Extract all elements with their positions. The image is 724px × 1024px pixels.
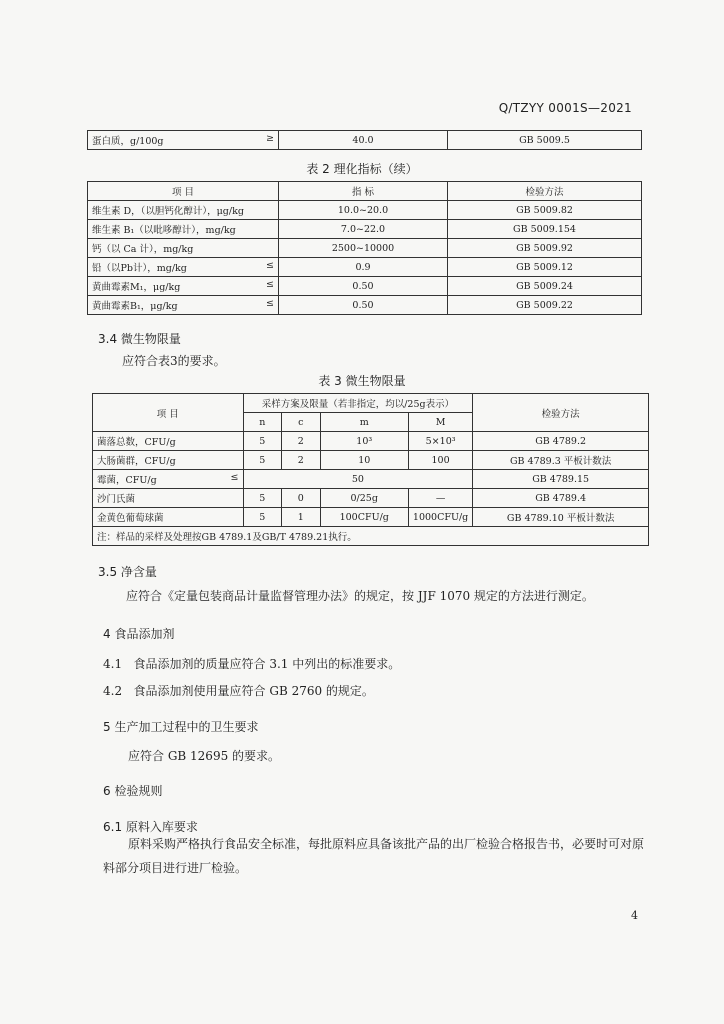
c-cell: 2	[282, 432, 321, 451]
section-5-text: 应符合 GB 12695 的要求。	[128, 749, 281, 763]
n-cell: 5	[243, 489, 282, 508]
item-cell: 蛋白质，g/100g	[92, 136, 164, 147]
n-cell: 5	[243, 451, 282, 470]
value-cell: 0.50	[279, 296, 448, 315]
standard-code: Q/TZYY 0001S—2021	[498, 101, 632, 115]
section-4-2-number: 4.2	[103, 684, 123, 698]
table-row	[88, 201, 642, 220]
item-cell: 维生素 B₁（以吡哆醇计），mg/kg	[92, 225, 236, 236]
table-row	[88, 220, 642, 239]
header-method: 检验方法	[473, 394, 649, 432]
method-cell: GB 5009.82	[448, 201, 642, 220]
header-index: 指 标	[279, 182, 448, 201]
header-M: M	[408, 413, 472, 432]
section-6-1-title: 6.1 原料入库要求	[103, 820, 198, 834]
table-header-row	[93, 394, 649, 413]
table2-caption: 表 2 理化指标（续）	[306, 162, 418, 176]
header-item: 项 目	[88, 182, 279, 201]
m-cell: 100CFU/g	[320, 508, 408, 527]
method-cell: GB 4789.3 平板计数法	[473, 451, 649, 470]
value-cell: 0.50	[279, 277, 448, 296]
item-cell: 沙门氏菌	[93, 489, 244, 508]
section-4-title: 4 食品添加剂	[103, 627, 175, 641]
item-cell: 金黄色葡萄球菌	[93, 508, 244, 527]
m-cell: 10	[320, 451, 408, 470]
header-method: 检验方法	[448, 182, 642, 201]
table-row	[88, 258, 642, 277]
header-c: c	[282, 413, 321, 432]
table-row	[93, 432, 649, 451]
item-cell: 维生素 D，（以胆钙化醇计），μg/kg	[92, 206, 244, 217]
section-4-2-text: 食品添加剂使用量应符合 GB 2760 的规定。	[133, 684, 374, 698]
table-note-row	[93, 527, 649, 546]
value-cell: 2500~10000	[279, 239, 448, 258]
section-4-1-number: 4.1	[103, 657, 123, 671]
item-cell: 黄曲霉素B₁，μg/kg	[92, 301, 178, 312]
table3-caption: 表 3 微生物限量	[318, 374, 406, 388]
method-cell: GB 4789.10 平板计数法	[473, 508, 649, 527]
limit-cell: 50	[243, 470, 473, 489]
item-cell: 大肠菌群，CFU/g	[93, 451, 244, 470]
section-6-1-text-line1: 原料采购严格执行食品安全标准，每批原料应具备该批产品的出厂检验合格报告书，必要时可对原	[128, 837, 645, 851]
method-cell: GB 4789.15	[473, 470, 649, 489]
item-cell: 霉菌，CFU/g	[97, 475, 157, 486]
section-4-1-text: 食品添加剂的质量应符合 3.1 中列出的标准要求。	[133, 657, 401, 671]
method-cell: GB 5009.22	[448, 296, 642, 315]
m-cell: 10³	[320, 432, 408, 451]
m-cell: 0/25g	[320, 489, 408, 508]
header-n: n	[243, 413, 282, 432]
table-row	[93, 508, 649, 527]
method-cell: GB 5009.5	[448, 131, 642, 150]
header-m: m	[320, 413, 408, 432]
operator-cell: ≤	[230, 472, 239, 483]
section-3-4-text: 应符合表3的要求。	[122, 354, 226, 368]
section-4-2	[103, 679, 374, 703]
section-4-1	[103, 652, 400, 676]
c-cell: 2	[282, 451, 321, 470]
table-row	[93, 489, 649, 508]
header-sampling: 采样方案及限量（若非指定，均以/25g表示）	[243, 394, 473, 413]
n-cell: 5	[243, 508, 282, 527]
table-header-row	[88, 182, 642, 201]
section-6-title: 6 检验规则	[103, 784, 163, 798]
item-cell: 钙（以 Ca 计），mg/kg	[92, 244, 194, 255]
method-cell: GB 5009.92	[448, 239, 642, 258]
item-cell: 铅（以Pb计），mg/kg	[92, 263, 187, 274]
value-cell: 7.0~22.0	[279, 220, 448, 239]
protein-row-table	[87, 130, 642, 150]
section-3-5-text: 应符合《定量包装商品计量监督管理办法》的规定，按 JJF 1070 规定的方法进行测定。	[126, 589, 594, 603]
value-cell: 0.9	[279, 258, 448, 277]
value-cell: 10.0~20.0	[279, 201, 448, 220]
n-cell: 5	[243, 432, 282, 451]
operator-cell: ≤	[266, 260, 274, 271]
section-3-5-title: 3.5 净含量	[98, 565, 157, 579]
method-cell: GB 5009.24	[448, 277, 642, 296]
header-item: 项 目	[93, 394, 244, 432]
section-3-4-title: 3.4 微生物限量	[98, 332, 181, 346]
table-row	[88, 296, 642, 315]
operator-cell: ≤	[266, 298, 274, 309]
table-row	[93, 470, 649, 489]
c-cell: 0	[282, 489, 321, 508]
table-row	[88, 239, 642, 258]
operator-cell: ≤	[266, 279, 274, 290]
c-cell: 1	[282, 508, 321, 527]
method-cell: GB 4789.4	[473, 489, 649, 508]
table2	[87, 181, 642, 315]
section-5-title: 5 生产加工过程中的卫生要求	[103, 720, 259, 734]
table-row	[88, 277, 642, 296]
page-number: 4	[631, 909, 638, 922]
method-cell: GB 4789.2	[473, 432, 649, 451]
table-row	[93, 451, 649, 470]
operator-cell: ≥	[266, 133, 274, 144]
M-cell: 1000CFU/g	[408, 508, 472, 527]
table-note: 注：样品的采样及处理按GB 4789.1及GB/T 4789.21执行。	[93, 527, 649, 546]
method-cell: GB 5009.154	[448, 220, 642, 239]
value-cell: 40.0	[279, 131, 448, 150]
item-cell: 黄曲霉素M₁，μg/kg	[92, 282, 181, 293]
method-cell: GB 5009.12	[448, 258, 642, 277]
M-cell: —	[408, 489, 472, 508]
section-6-1-text-line2: 料部分项目进行进厂检验。	[103, 861, 248, 875]
M-cell: 5×10³	[408, 432, 472, 451]
table3	[92, 393, 649, 546]
M-cell: 100	[408, 451, 472, 470]
table-row	[88, 131, 642, 150]
item-cell: 菌落总数，CFU/g	[93, 432, 244, 451]
